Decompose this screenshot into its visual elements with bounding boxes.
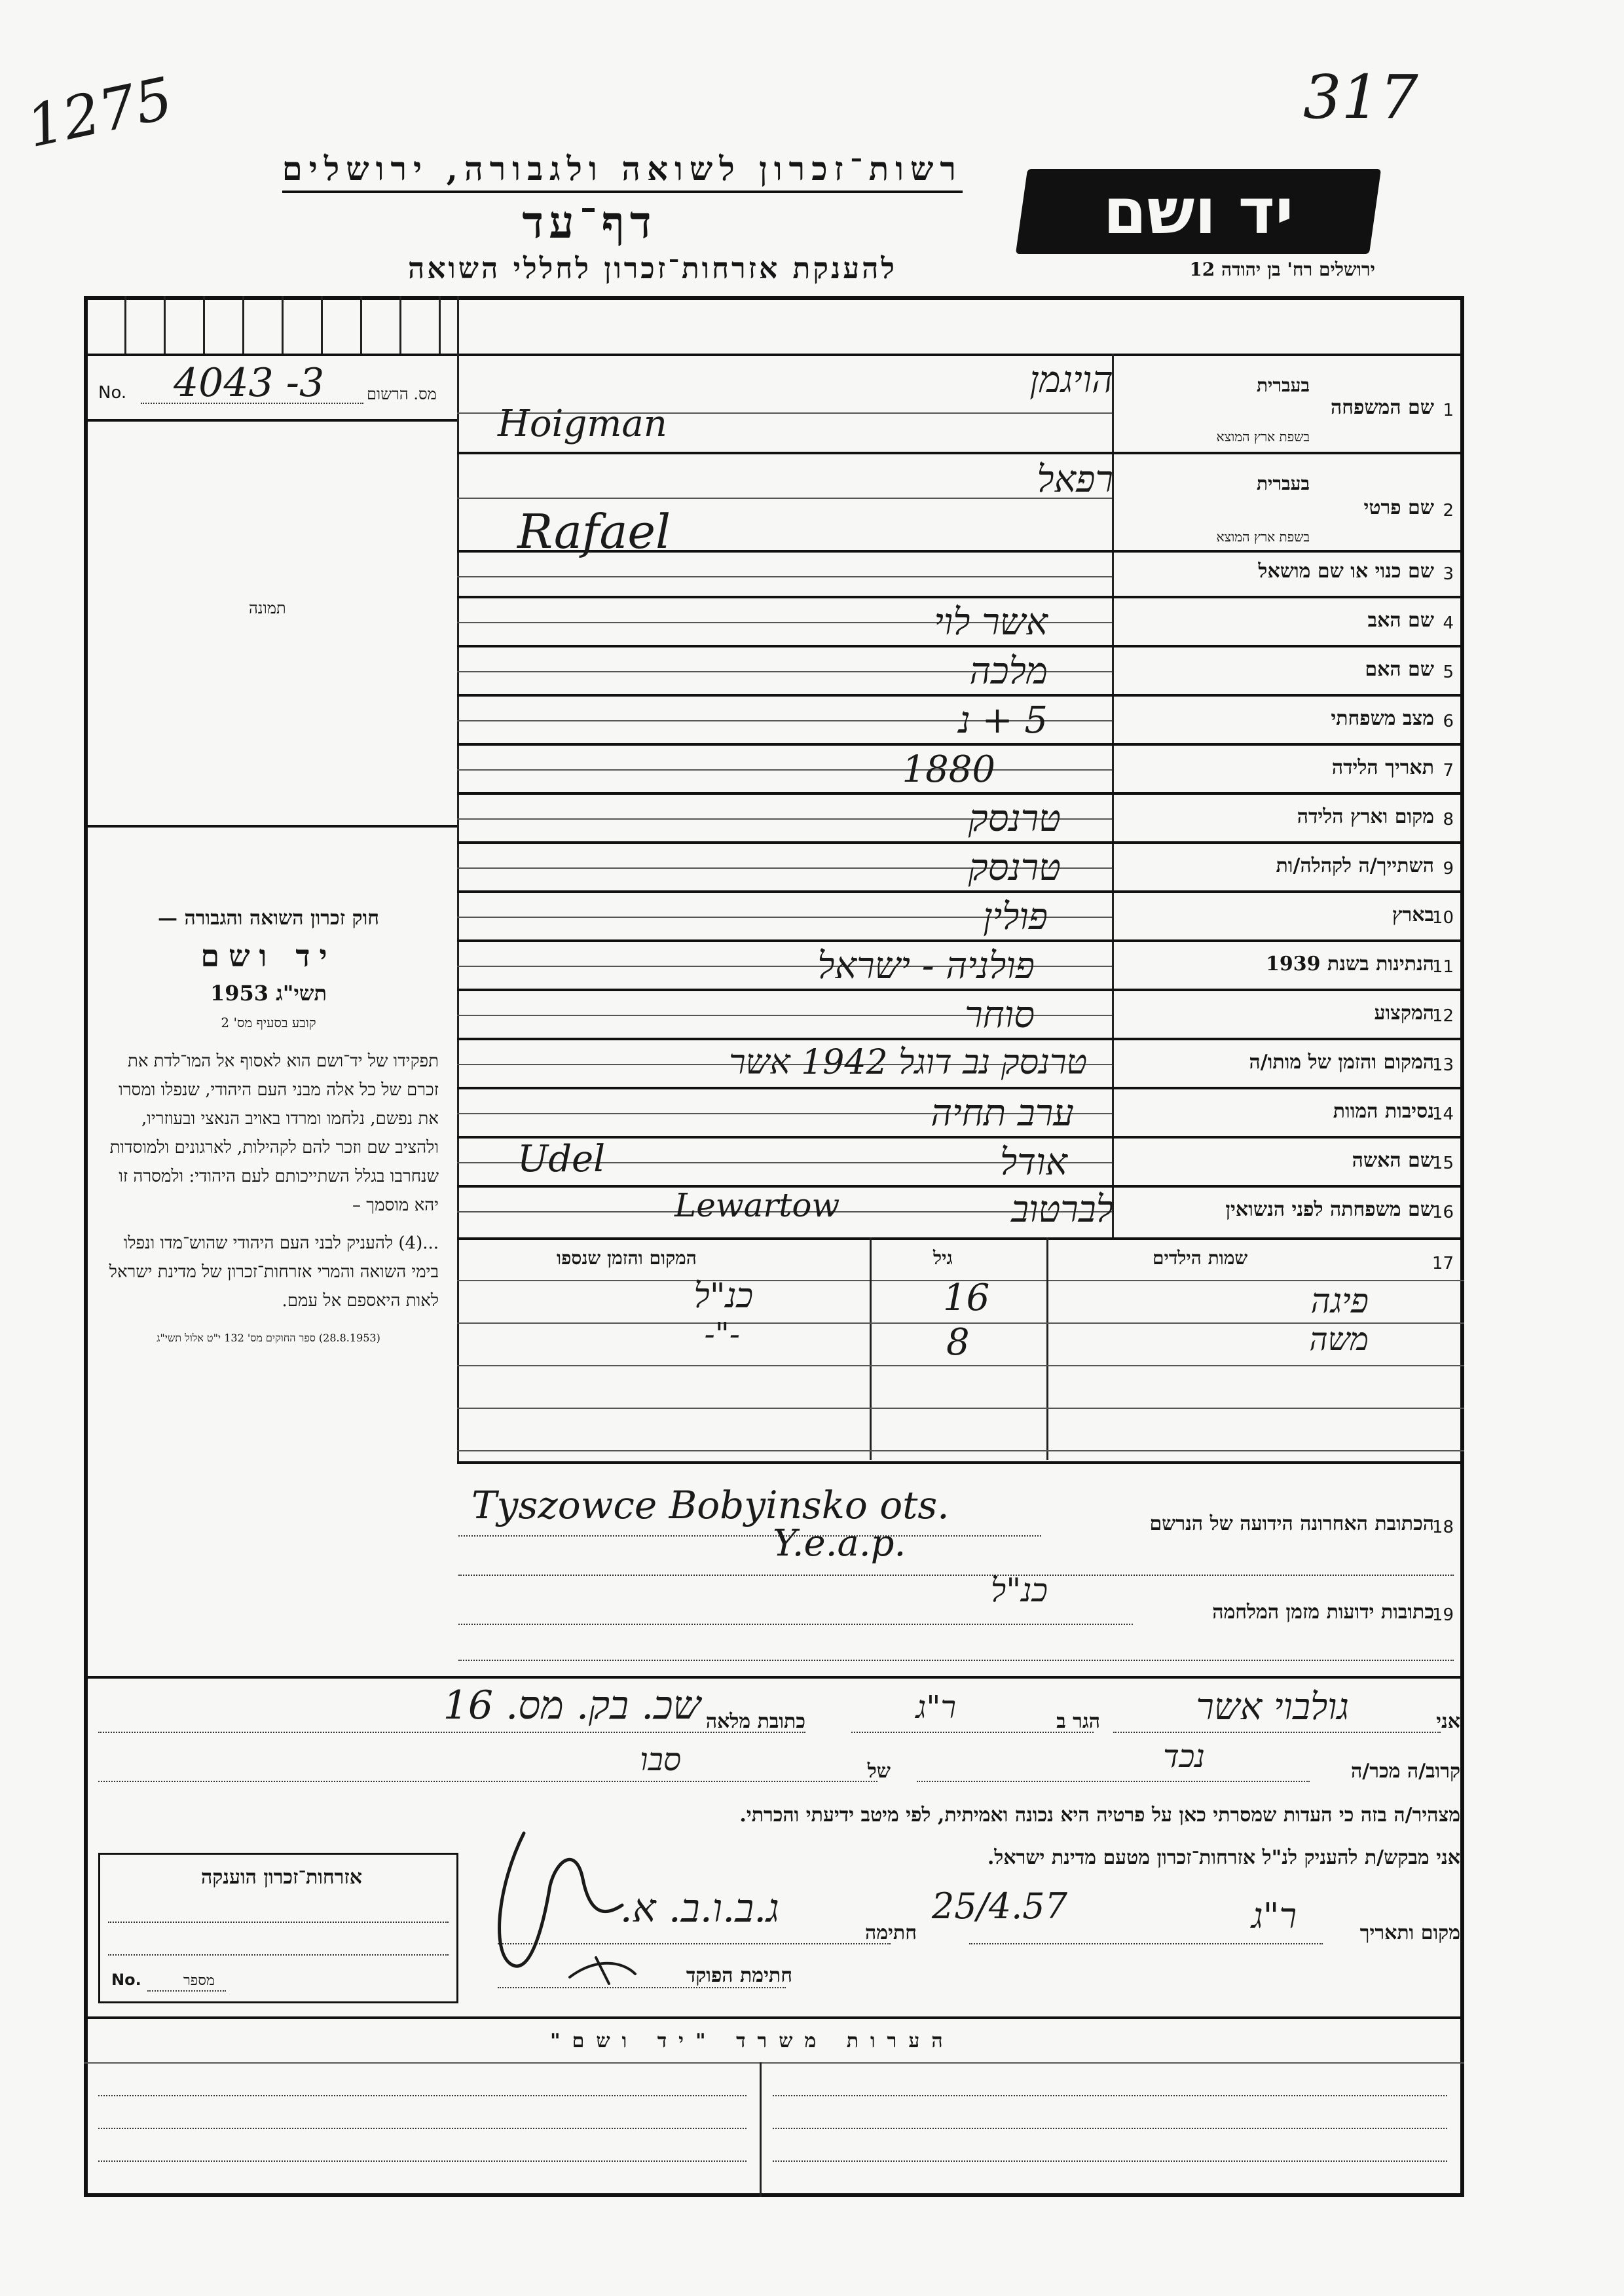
declaration-ani-label: אני (1436, 1710, 1460, 1733)
date-value: 25/4.57 (931, 1886, 1067, 1927)
field-16-label: שם משפחתה לפני הנשואין (1225, 1198, 1434, 1221)
top-box-divider (242, 296, 244, 354)
declaration-top-line (84, 1676, 1464, 1679)
signature-label: חתימה (865, 1922, 917, 1944)
place-value: ר"ג (1251, 1895, 1297, 1937)
form-subtitle: להענקת אזרחות־זכרון לחללי השואה (407, 252, 897, 285)
row-line (457, 452, 1464, 454)
remarks-dotted-line (98, 2160, 747, 2162)
of-line (98, 1781, 877, 1782)
full-address-line (98, 1732, 805, 1733)
law-reference: קובע בסעיף מס' 2 (221, 1015, 316, 1030)
row-line (457, 989, 1464, 991)
top-box-divider (360, 296, 362, 354)
field-14-value: ערב תחיה (931, 1092, 1074, 1135)
certificate-number-label: No. (111, 1971, 141, 1989)
field-15-local-value: Udel (517, 1138, 606, 1180)
remarks-header-line (84, 2062, 1464, 2064)
field-12-number: 12 (1431, 1006, 1454, 1026)
field-1-hebrew-sublabel: בעברית (1256, 374, 1310, 396)
row-line (457, 645, 1464, 647)
place-date-line (969, 1943, 1323, 1944)
official-signature-label: חתימת הפוקד (686, 1964, 792, 1987)
field-15-label: שם האשה (1352, 1149, 1434, 1172)
photo-bottom-line (84, 825, 457, 828)
children-row-line (457, 1365, 1464, 1366)
children-place-header: המקום והזמן שנספו (557, 1247, 697, 1269)
row-line (457, 1237, 1464, 1240)
row-line (457, 769, 1112, 771)
field-10-label: בארץ (1392, 903, 1434, 926)
row-line (457, 498, 1112, 499)
field-1-number: 1 (1443, 401, 1454, 420)
field-6-number: 6 (1443, 712, 1454, 731)
remarks-col-divider (760, 2062, 762, 2197)
field-3-number: 3 (1443, 564, 1454, 584)
field-18-label: הכתובת האחרונה הידועה של הנרשם (1149, 1512, 1434, 1535)
field-14-number: 14 (1431, 1104, 1454, 1124)
declarant-name-line (1113, 1732, 1441, 1733)
children-age-header: גיל (933, 1247, 953, 1269)
certificate-number-hebrew-label: מספר (183, 1973, 215, 1989)
field-16-hebrew-value: לברטוב (1011, 1188, 1113, 1231)
field-1-hebrew-value: הויגמן (1029, 359, 1113, 401)
top-box-divider (399, 296, 401, 354)
top-box-divider (203, 296, 205, 354)
field-5-label: שם האם (1365, 658, 1434, 681)
of-value: סבו (640, 1741, 681, 1778)
organization-title: רשות־זכרון לשואה ולגבורה, ירושלים (282, 149, 963, 193)
row-line (457, 596, 1464, 598)
certificate-number-line (147, 1990, 226, 1992)
yad-vashem-logo: יד ושם (1103, 175, 1294, 248)
field-2-local-value: Rafael (517, 504, 671, 559)
row-line (457, 694, 1464, 697)
field-9-value: טרנסק (968, 847, 1061, 889)
field-5-value: מלכה (969, 650, 1048, 693)
handwritten-page-number: 317 (1303, 62, 1418, 132)
handwritten-signature (471, 1807, 773, 1990)
registration-no-hebrew-label: מס. הרשום (367, 385, 437, 403)
row-line (457, 890, 1464, 893)
field-9-label: השתייך/ה לקהלה/ות (1276, 854, 1434, 877)
field-2-label: שם פרטי (1363, 496, 1434, 519)
field-15-number: 15 (1431, 1154, 1454, 1173)
field-4-label: שם האב (1367, 609, 1434, 632)
child-2-age: 8 (946, 1321, 970, 1364)
field-16-number: 16 (1431, 1203, 1454, 1222)
field-14-label: נסיבות המוות (1333, 1100, 1434, 1123)
remarks-dotted-line (773, 2128, 1447, 2129)
remarks-dotted-line (98, 2128, 747, 2129)
field-6-value: 5 + נ (958, 699, 1048, 742)
children-field-number: 17 (1431, 1254, 1454, 1273)
child-1-place: כנ"ל (693, 1277, 753, 1316)
field-19-label: כתובות ידועות מזמן המלחמה (1212, 1601, 1434, 1624)
relative-line (917, 1781, 1310, 1782)
field-10-number: 10 (1431, 908, 1454, 928)
row-line (457, 939, 1464, 942)
top-box-divider (321, 296, 323, 354)
field-8-number: 8 (1443, 810, 1454, 829)
top-box-divider (439, 296, 441, 354)
law-paragraph-2: ...(4) להעניק לבני העם היהודי שהוש־מדו ונפלו בימי השואה והמרי אזרחות־זכרון של מדינת ישראל לאות היאספם אל עמם. (109, 1233, 439, 1311)
top-strip-bottom-line (84, 354, 1464, 356)
child-2-place: -"- (704, 1316, 740, 1353)
field-4-value: אשר לוי (934, 601, 1048, 644)
declarant-name-value: גולבוי אשר (1196, 1686, 1349, 1728)
address-dotted-line (458, 1575, 1454, 1576)
field-6-label: מצב משפחתי (1331, 707, 1434, 730)
field-2-hebrew-sublabel: בעברית (1256, 473, 1310, 494)
row-line (457, 1087, 1464, 1089)
resident-line (851, 1732, 1094, 1733)
relative-label: קרוב/ה מכר/ה (1351, 1760, 1460, 1783)
field-12-value: סוחר (965, 994, 1035, 1036)
law-paragraph-1: תפקידו של יד־ושם הוא לאסוף אל המו־לדת את זכרם של כל אלה מבני העם היהודי, שנפלו ומסרו את נפשם, נלחמו ומרדו באויב הנאצי ובעוזריו, ולהציב שם וזכר להם לקהילות, לארגונים ולמוסדות שנחרבו בגלל השתייכותם לעם היהודי: ולמסרה זו יהא מוסמך – (109, 1051, 439, 1215)
row-line (457, 1038, 1464, 1040)
form-title: דף־עד (522, 196, 657, 249)
field-7-value: 1880 (902, 748, 995, 791)
top-box-divider (164, 296, 166, 354)
children-col-divider (1046, 1237, 1048, 1460)
handwritten-archive-number: 1275 (20, 64, 179, 161)
row-line (457, 576, 1112, 577)
field-18-dotted-line (458, 1535, 1041, 1537)
registration-no-value: 4043 -3 (174, 360, 325, 406)
remarks-top-line (84, 2016, 1464, 2019)
top-box-divider (124, 296, 126, 354)
field-7-label: תאריך הלידה (1331, 756, 1434, 779)
field-8-label: מקום וארץ הלידה (1297, 805, 1434, 828)
children-row-line (457, 1450, 1464, 1451)
registration-dotted-line (141, 403, 363, 404)
row-line (457, 1136, 1464, 1139)
certificate-dotted-line (108, 1922, 449, 1923)
law-year: תשי"ג 1953 (210, 981, 327, 1006)
row-line (457, 792, 1464, 795)
field-10-value: פולין (983, 896, 1048, 938)
declaration-statement-2: אני מבקש/ת להעניק לנ"ל אזרחות־זכרון מטעם מדינת ישראל. (987, 1846, 1460, 1869)
left-column-divider (457, 296, 459, 1461)
field-13-label: המקום והזמן של מותו/ה (1249, 1051, 1434, 1074)
field-2-number: 2 (1443, 501, 1454, 520)
official-signature-line (498, 1987, 786, 1988)
field-12-label: המקצוע (1374, 1002, 1434, 1025)
remarks-title: הערות משרד "יד ושם" (550, 2030, 955, 2052)
law-footnote: (28.8.1953) ספר החוקים מס' 132 י"ט אלול תשי"ג (157, 1332, 380, 1344)
law-text-block (98, 903, 439, 1353)
child-1-age: 16 (943, 1277, 990, 1319)
row-line (457, 1185, 1464, 1188)
field-4-number: 4 (1443, 613, 1454, 633)
field-2-local-sublabel: בשפת ארץ המוצא (1216, 529, 1310, 545)
full-address-value: שכ. בק. מס. 16 (443, 1683, 701, 1728)
field-5-number: 5 (1443, 663, 1454, 682)
remarks-dotted-line (773, 2095, 1447, 2096)
address-dotted-line (458, 1660, 1454, 1661)
field-11-label: הנתינות בשנת 1939 (1265, 953, 1434, 975)
full-address-label: כתובת מלאה (705, 1710, 805, 1733)
law-title: חוק זכרון השואה והגבורה — (158, 907, 379, 930)
row-line (457, 841, 1464, 844)
field-1-label: שם המשפחה (1330, 396, 1434, 419)
field-13-value: טרנסק נב דוגל 1942 אשר (729, 1043, 1087, 1082)
field-1-local-value: Hoigman (498, 403, 667, 445)
declaration-statement-1: מצהיר/ה בזה כי העדות שמסרתי כאן על פרטיה היא נכונה ואמיתית, לפי מיטב ידיעתי והכרתי. (739, 1804, 1460, 1827)
relative-value: נכד (1163, 1738, 1205, 1775)
children-row-line (457, 1408, 1464, 1409)
field-18-value-line-2: Y.e.a.p. (773, 1522, 906, 1565)
field-1-local-sublabel: בשפת ארץ המוצא (1216, 429, 1310, 445)
field-3-label: שם כנוי או שם מושאל (1258, 560, 1434, 583)
field-19-number: 19 (1431, 1605, 1454, 1625)
field-9-number: 9 (1443, 859, 1454, 879)
field-7-number: 7 (1443, 761, 1454, 780)
child-2-name: משה (1309, 1321, 1369, 1358)
field-2-hebrew-value: רפאל (1037, 458, 1113, 501)
certificate-title: אזרחות־זכרון הוענקה (200, 1866, 363, 1889)
of-label: של (867, 1760, 891, 1783)
field-11-value: פולניה - ישראל (817, 945, 1035, 987)
law-name: יד ושם (200, 938, 337, 974)
children-col-divider (870, 1237, 872, 1460)
field-18-number: 18 (1431, 1518, 1454, 1537)
registration-no-label: No. (98, 383, 127, 403)
field-16-local-value: Lewartow (674, 1186, 840, 1224)
field-19-dotted-line (458, 1624, 1133, 1625)
remarks-dotted-line (773, 2160, 1447, 2162)
place-date-label: מקום ותאריך (1359, 1922, 1460, 1944)
resident-label: הגר ב (1056, 1710, 1100, 1733)
field-11-number: 11 (1431, 957, 1454, 977)
child-1-name: פיגה (1310, 1282, 1369, 1321)
field-13-number: 13 (1431, 1055, 1454, 1075)
field-8-value: טרנסק (968, 797, 1061, 840)
signature-value: ג.ב.ו.ב. א. (619, 1886, 779, 1931)
children-names-header: שמות הילדים (1153, 1247, 1248, 1269)
certificate-dotted-line (108, 1954, 449, 1956)
logo-address: ירושלים רח' בן יהודה 12 (1189, 259, 1375, 280)
field-15-hebrew-value: אודל (999, 1141, 1067, 1184)
resident-value: ר"ג (915, 1689, 956, 1726)
field-18-value-line-1: Tyszowce Bobyinsko ots. (471, 1483, 950, 1527)
photo-placeholder-label: תמונה (249, 599, 286, 617)
top-box-divider (282, 296, 284, 354)
field-19-value: כנ"ל (990, 1571, 1048, 1609)
row-line (457, 743, 1464, 746)
remarks-dotted-line (98, 2095, 747, 2096)
address-top-line (457, 1461, 1464, 1464)
reg-no-bottom-line (84, 419, 457, 422)
